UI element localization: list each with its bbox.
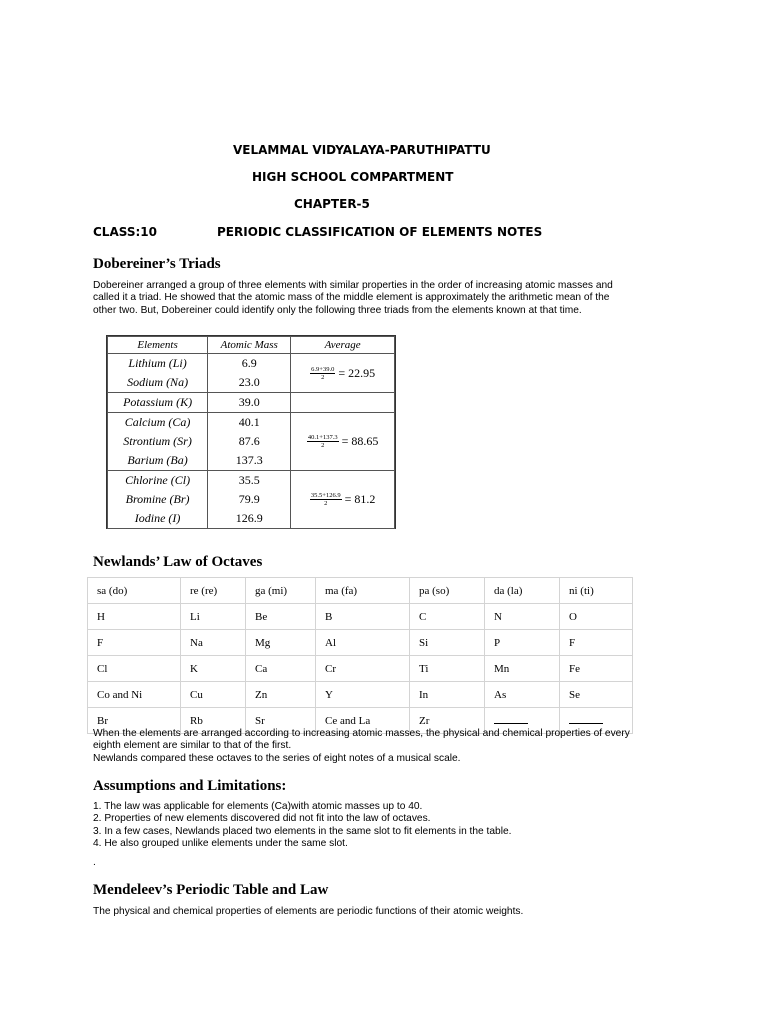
table-row [88, 604, 633, 630]
table-cell: C [410, 604, 485, 630]
topic-title: PERIODIC CLASSIFICATION OF ELEMENTS NOTES [217, 225, 543, 239]
table-cell: sa (do) [88, 578, 181, 604]
fraction-denominator: 2 [324, 500, 328, 507]
blank-line [494, 714, 528, 724]
fraction-denominator: 2 [321, 373, 325, 381]
table-cell: Br [88, 708, 181, 734]
table-header: Atomic Mass [208, 337, 291, 354]
triads-table [106, 335, 396, 529]
paragraph-line: When the elements are arranged according to increasing atomic masses, the physical and chemical properties of every [93, 728, 630, 739]
table-header-row [88, 578, 633, 604]
element-cell: Barium (Ba) [108, 451, 208, 471]
mass-cell: 126.9 [208, 509, 291, 529]
table-row [88, 630, 633, 656]
mass-cell: 35.5 [208, 471, 291, 491]
table-header: Elements [108, 337, 208, 354]
table-cell: Ce and La [316, 708, 410, 734]
average-cell [291, 471, 395, 529]
paragraph-line: Newlands compared these octaves to the series of eight notes of a musical scale. [93, 752, 461, 764]
table-cell: Y [316, 682, 410, 708]
paragraph-line: Dobereiner arranged a group of three elements with similar properties in the order of increasing atomic masses and [93, 280, 613, 291]
element-cell: Chlorine (Cl) [108, 471, 208, 491]
table-cell: Mg [246, 630, 316, 656]
list-item: 1. The law was applicable for elements (Ca)with atomic masses up to 40. [93, 801, 423, 812]
table-cell: Si [410, 630, 485, 656]
table-row [88, 682, 633, 708]
list-item: 4. He also grouped unlike elements under the same slot. [93, 837, 348, 849]
fraction-numerator: 35.5+126.9 [310, 492, 341, 499]
table-cell: P [485, 630, 560, 656]
table-cell: N [485, 604, 560, 630]
table-cell: In [410, 682, 485, 708]
table-cell: B [316, 604, 410, 630]
average-cell-empty [291, 393, 395, 413]
paragraph-line: called it a triad. He showed that the atomic mass of the middle element is approximately the arithmetic mean of the [93, 292, 610, 304]
octaves-table [87, 577, 632, 728]
table-cell: Na [181, 630, 246, 656]
table-row [88, 656, 633, 682]
element-cell: Lithium (Li) [108, 354, 208, 374]
assumptions-list [93, 801, 511, 850]
table-cell: F [560, 630, 633, 656]
table-cell: Zn [246, 682, 316, 708]
dobereiner-paragraph [93, 280, 613, 317]
mass-cell: 40.1 [208, 413, 291, 433]
table-cell: ga (mi) [246, 578, 316, 604]
mass-cell: 6.9 [208, 354, 291, 374]
table-cell: Cu [181, 682, 246, 708]
fraction-denominator: 2 [321, 442, 325, 449]
table-cell: Sr [246, 708, 316, 734]
mendeleev-text: The physical and chemical properties of elements are periodic functions of their atomic weights. [93, 906, 524, 917]
element-cell: Iodine (I) [108, 509, 208, 529]
table-cell: Be [246, 604, 316, 630]
table-cell: O [560, 604, 633, 630]
element-cell: Sodium (Na) [108, 373, 208, 393]
table-cell: re (re) [181, 578, 246, 604]
newlands-paragraph [93, 728, 630, 765]
table-cell: H [88, 604, 181, 630]
element-cell: Potassium (K) [108, 393, 208, 413]
table-cell: Li [181, 604, 246, 630]
average-cell [291, 413, 395, 471]
element-cell: Strontium (Sr) [108, 432, 208, 451]
mass-cell: 23.0 [208, 373, 291, 393]
average-result: = 88.65 [341, 434, 379, 448]
fraction-numerator: 40.1+137.3 [307, 434, 338, 441]
table-cell: Cr [316, 656, 410, 682]
table-cell: As [485, 682, 560, 708]
table-cell: ni (ti) [560, 578, 633, 604]
table-header: Average [291, 337, 395, 354]
newlands-heading: Newlands’ Law of Octaves [93, 554, 263, 570]
average-result: = 81.2 [344, 492, 376, 506]
table-cell: Zr [410, 708, 485, 734]
mendeleev-heading: Mendeleev’s Periodic Table and Law [93, 882, 329, 898]
table-cell: Ca [246, 656, 316, 682]
table-cell: K [181, 656, 246, 682]
average-cell [291, 354, 395, 393]
table-cell: Co and Ni [88, 682, 181, 708]
element-cell: Calcium (Ca) [108, 413, 208, 433]
assumptions-heading: Assumptions and Limitations: [93, 778, 287, 794]
stray-dot: . [93, 857, 96, 868]
table-cell: Rb [181, 708, 246, 734]
list-item: 2. Properties of new elements discovered did not fit into the law of octaves. [93, 813, 431, 825]
dobereiner-heading: Dobereiner’s Triads [93, 256, 221, 272]
average-result: = 22.95 [338, 365, 376, 380]
table-cell: Mn [485, 656, 560, 682]
class-label: CLASS:10 [93, 225, 157, 239]
table-cell: da (la) [485, 578, 560, 604]
chapter-title: CHAPTER-5 [294, 197, 370, 211]
blank-line [569, 714, 603, 724]
fraction-numerator: 6.9+39.0 [311, 365, 335, 373]
school-name: VELAMMAL VIDYALAYA-PARUTHIPATTU [233, 143, 491, 157]
table-cell: Fe [560, 656, 633, 682]
paragraph-line: other two. But, Dobereiner could identify only the following three triads from the elements known at that time. [93, 304, 582, 316]
compartment-title: HIGH SCHOOL COMPARTMENT [252, 170, 454, 184]
list-item: 3. In a few cases, Newlands placed two elements in the same slot to fit elements in the table. [93, 825, 512, 837]
mass-cell: 39.0 [208, 393, 291, 413]
paragraph-line: eighth element are similar to that of the first. [93, 740, 292, 752]
table-cell: Ti [410, 656, 485, 682]
table-cell: Se [560, 682, 633, 708]
table-cell: ma (fa) [316, 578, 410, 604]
table-cell: Al [316, 630, 410, 656]
table-cell: Cl [88, 656, 181, 682]
table-cell: pa (so) [410, 578, 485, 604]
mass-cell: 87.6 [208, 432, 291, 451]
mass-cell: 137.3 [208, 451, 291, 471]
mass-cell: 79.9 [208, 490, 291, 509]
element-cell: Bromine (Br) [108, 490, 208, 509]
table-cell: F [88, 630, 181, 656]
